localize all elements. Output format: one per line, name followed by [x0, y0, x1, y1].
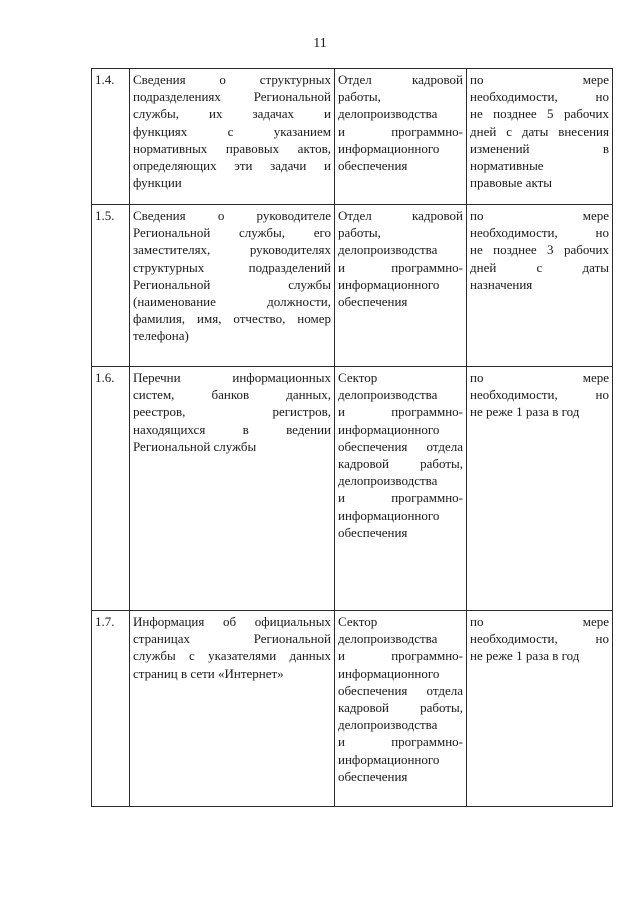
deadline-cell [467, 367, 613, 611]
cell-text-line: дней с даты [470, 259, 609, 275]
info-cell [130, 367, 335, 611]
cell-text-line: функциях с указанием [133, 123, 331, 139]
cell-text-line: Отдел кадровой [338, 208, 463, 223]
cell-text-line: информационного [338, 665, 440, 681]
table-row [92, 611, 613, 807]
cell-text-line: и программно- [338, 259, 463, 275]
info-cell [130, 611, 335, 807]
cell-text-line: информационного [338, 140, 440, 156]
cell-text-line: (наименование должности, [133, 294, 331, 310]
cell-text-line: Региональной службы, его [133, 225, 331, 241]
table-row [92, 367, 613, 611]
cell-text-line: подразделениях Региональной [133, 89, 331, 105]
cell-text-line: делопроизводства [338, 717, 438, 733]
cell-text-line: обеспечения [338, 524, 408, 540]
cell-text-line: не реже 1 раза в год [470, 404, 580, 420]
cell-text-line: фамилия, имя, отчество, номер [133, 311, 331, 327]
cell-text-line: и программно- [338, 404, 463, 420]
cell-text-line: работы, [338, 225, 381, 241]
cell-text-line: и программно- [338, 734, 463, 750]
cell-text-line: не реже 1 раза в год [470, 648, 580, 664]
table-row [92, 69, 613, 205]
cell-text-line: информационного [338, 751, 440, 767]
cell-text-line: структурных подразделений [133, 259, 331, 275]
cell-text-line: делопроизводства [338, 387, 438, 403]
cell-text-line: нормативные [470, 158, 544, 174]
cell-text-line: обеспечения отдела [338, 682, 463, 698]
cell-text-line: функции [133, 175, 182, 191]
responsible-cell [335, 69, 467, 205]
cell-text-line: Сведения о структурных [133, 72, 331, 87]
cell-text-line: дней с даты внесения [470, 123, 609, 139]
cell-text-line: службы, их задачах и [133, 106, 331, 122]
row-number: 1.4. [92, 69, 130, 205]
cell-text-line: телефона) [133, 328, 189, 344]
cell-text-line: находящихся в ведении [133, 421, 331, 437]
cell-text-line: по мере [470, 370, 609, 385]
responsible-cell [335, 367, 467, 611]
cell-text-line: страниц в сети «Интернет» [133, 665, 284, 681]
cell-text-line: необходимости, но [470, 387, 609, 403]
deadline-cell [467, 69, 613, 205]
cell-text-line: необходимости, но [470, 225, 609, 241]
row-number: 1.6. [92, 367, 130, 611]
row-number: 1.7. [92, 611, 130, 807]
cell-text-line: не позднее 3 рабочих [470, 242, 609, 258]
cell-text-line: обеспечения [338, 768, 408, 784]
cell-text-line: заместителях, руководителях [133, 242, 331, 258]
cell-text-line: изменений в [470, 140, 609, 156]
information-table [91, 68, 613, 807]
info-cell [130, 69, 335, 205]
cell-text-line: Перечни информационных [133, 370, 331, 385]
cell-text-line: необходимости, но [470, 89, 609, 105]
row-number: 1.5. [92, 205, 130, 367]
deadline-cell [467, 611, 613, 807]
cell-text-line: работы, [338, 89, 381, 105]
cell-text-line: и программно- [338, 490, 463, 506]
cell-text-line: Сектор [338, 370, 378, 385]
cell-text-line: по мере [470, 208, 609, 223]
cell-text-line: обеспечения [338, 294, 408, 310]
cell-text-line: информационного [338, 507, 440, 523]
cell-text-line: службы с указателями данных [133, 648, 331, 664]
cell-text-line: и программно- [338, 648, 463, 664]
cell-text-line: Информация об официальных [133, 614, 331, 629]
cell-text-line: систем, банков данных, [133, 387, 331, 403]
cell-text-line: информационного [338, 276, 440, 292]
cell-text-line: по мере [470, 72, 609, 87]
cell-text-line: нормативных правовых актов, [133, 140, 331, 156]
cell-text-line: делопроизводства [338, 473, 438, 489]
cell-text-line: обеспечения отдела [338, 438, 463, 454]
page-number: 11 [313, 36, 327, 51]
cell-text-line: обеспечения [338, 158, 408, 174]
cell-text-line: назначения [470, 276, 533, 292]
table-row [92, 205, 613, 367]
responsible-cell [335, 205, 467, 367]
cell-text-line: правовые акты [470, 175, 552, 191]
cell-text-line: Сектор [338, 614, 378, 629]
cell-text-line: по мере [470, 614, 609, 629]
cell-text-line: реестров, регистров, [133, 404, 331, 420]
cell-text-line: страницах Региональной [133, 631, 331, 647]
cell-text-line: Региональной службы [133, 438, 257, 454]
cell-text-line: Отдел кадровой [338, 72, 463, 87]
cell-text-line: определяющих эти задачи и [133, 158, 331, 174]
cell-text-line: Сведения о руководителе [133, 208, 331, 223]
cell-text-line: делопроизводства [338, 106, 438, 122]
cell-text-line: делопроизводства [338, 631, 438, 647]
cell-text-line: и программно- [338, 123, 463, 139]
cell-text-line: кадровой работы, [338, 456, 463, 472]
cell-text-line: Региональной службы [133, 276, 331, 292]
cell-text-line: кадровой работы, [338, 700, 463, 716]
deadline-cell [467, 205, 613, 367]
cell-text-line: необходимости, но [470, 631, 609, 647]
responsible-cell [335, 611, 467, 807]
cell-text-line: не позднее 5 рабочих [470, 106, 609, 122]
cell-text-line: информационного [338, 421, 440, 437]
info-cell [130, 205, 335, 367]
cell-text-line: делопроизводства [338, 242, 438, 258]
